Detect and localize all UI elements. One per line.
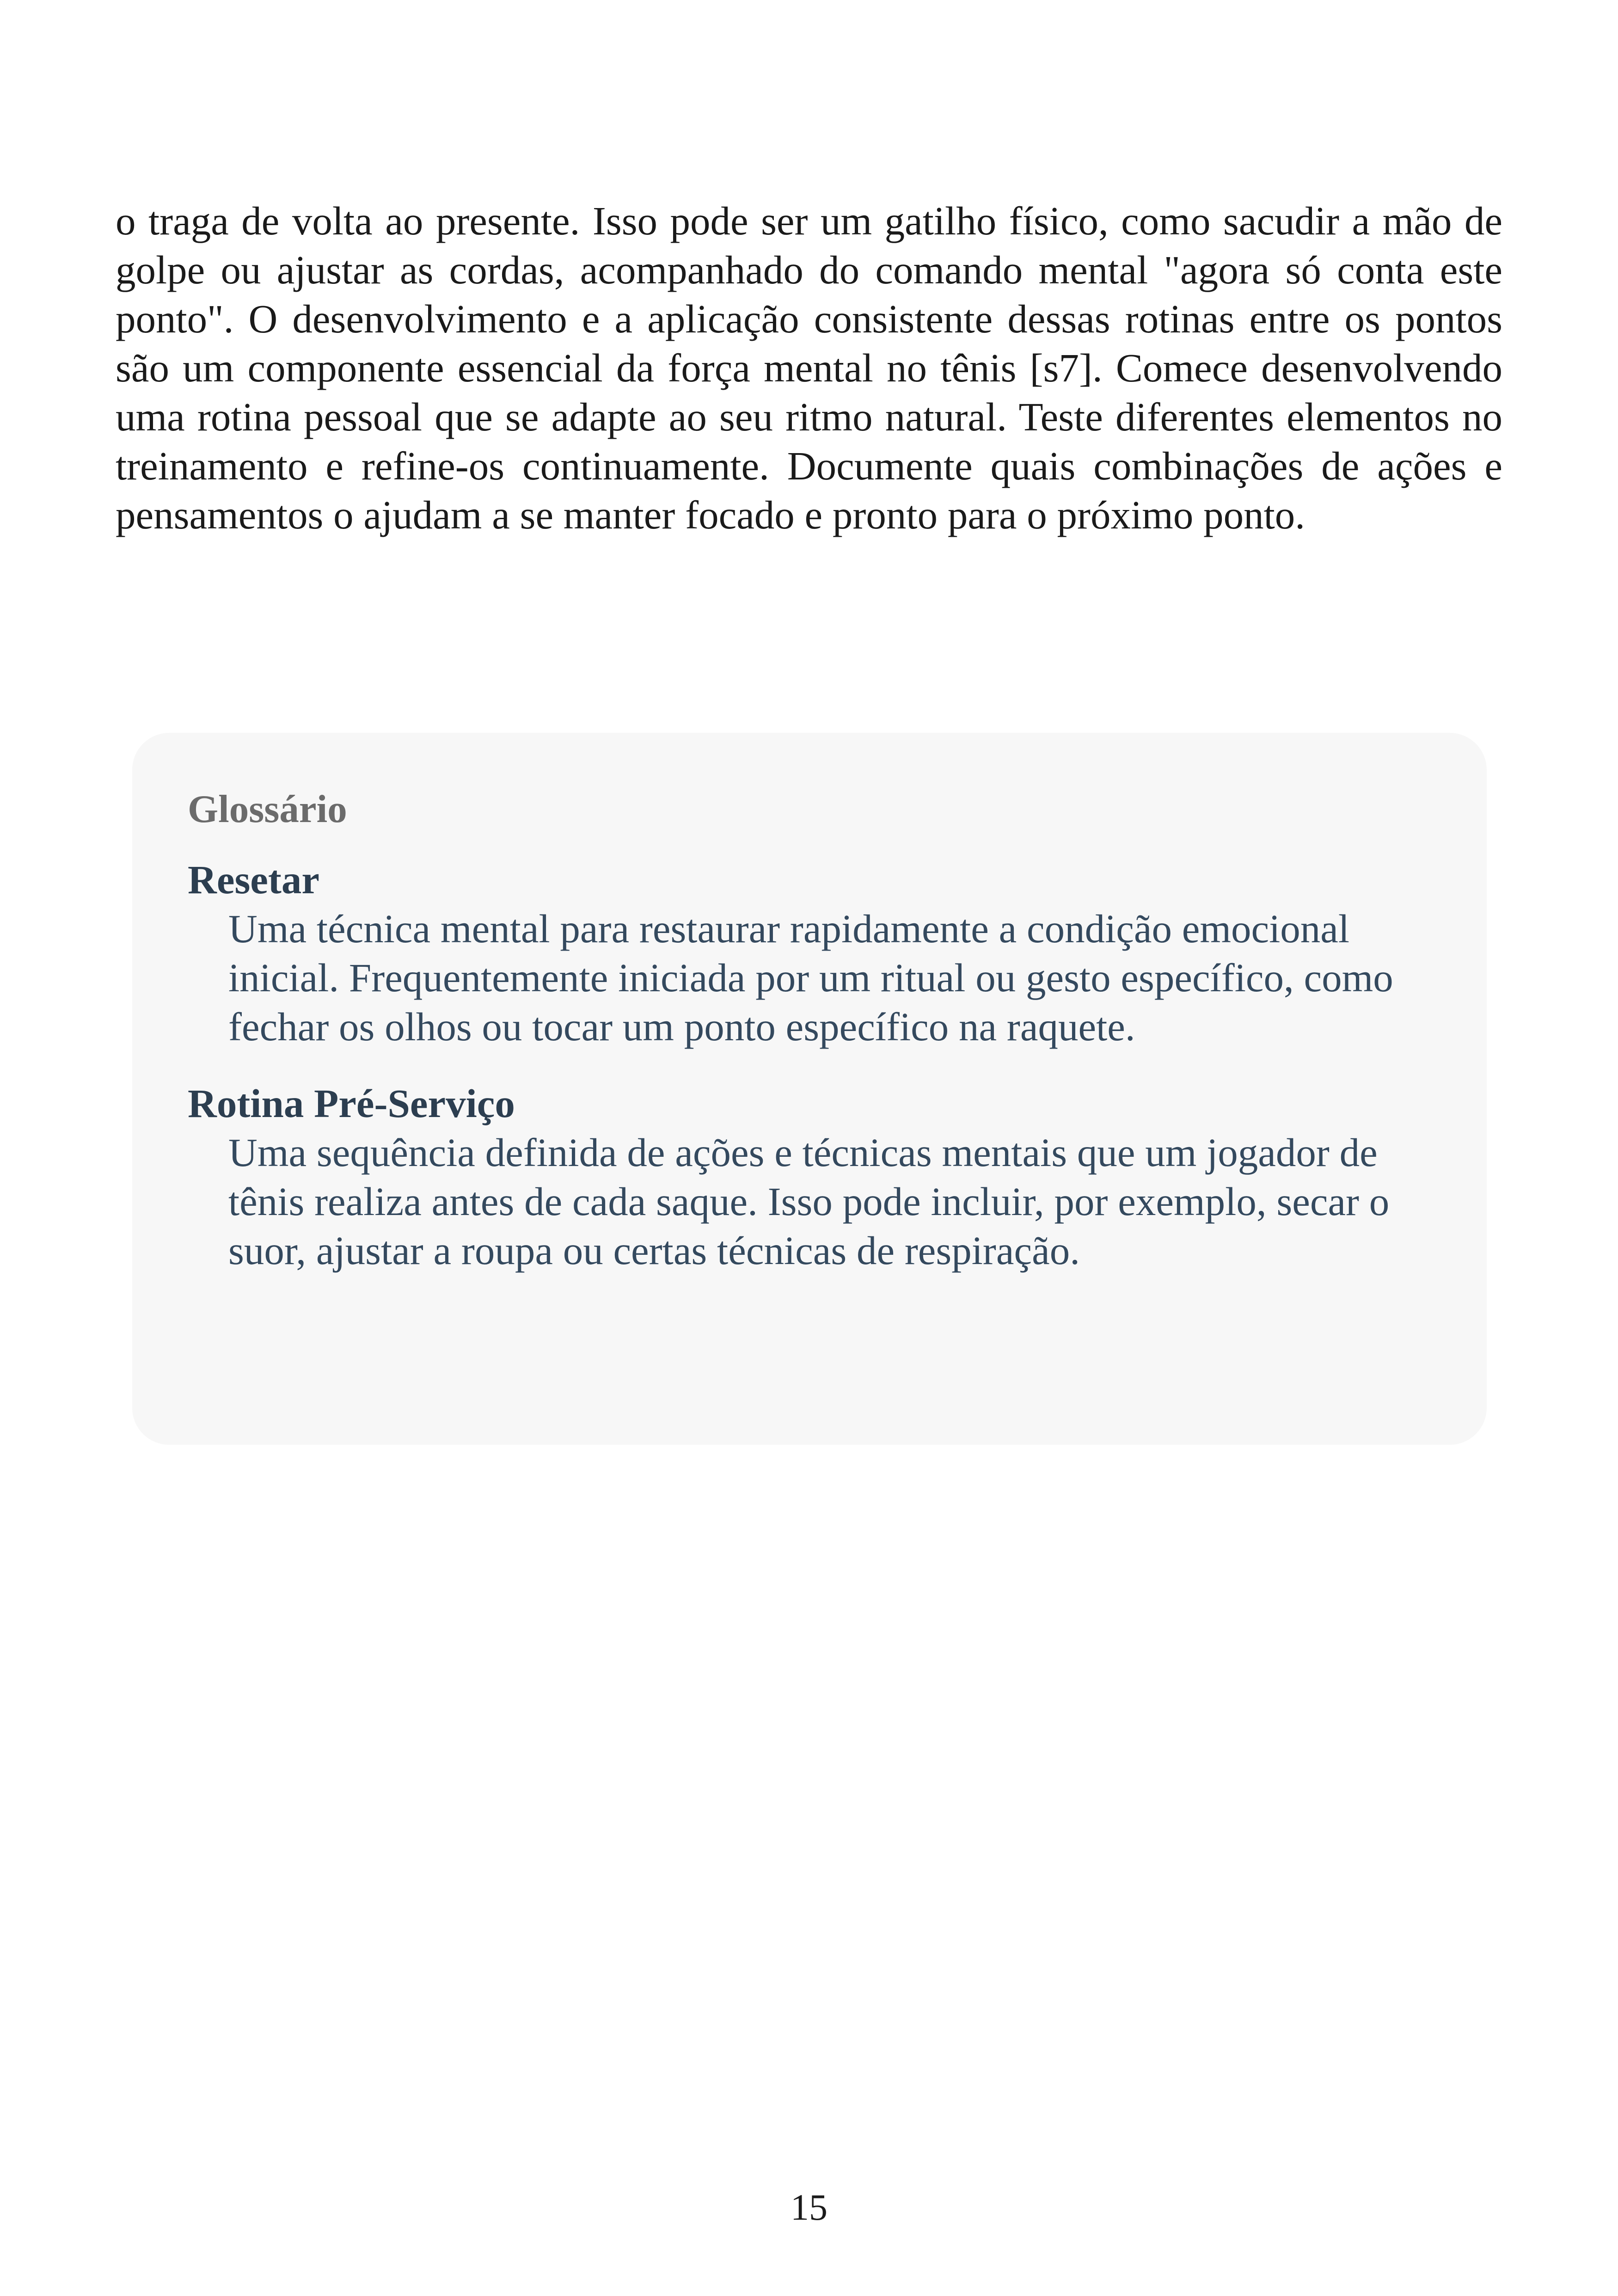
page-number: 15 xyxy=(791,2187,827,2228)
glossary-definition: Uma sequência definida de ações e técnicas mentais que um jogador de tênis realiza antes de cada saque. Isso pode incluir, por exemplo, secar o suor, ajustar a roupa ou certas técnicas de respiração. xyxy=(228,1130,1390,1273)
glossary-entry xyxy=(188,1079,1431,1275)
body-paragraph: o traga de volta ao presente. Isso pode ser um gatilho físico, como sacudir a mão de golpe ou ajustar as cordas, acompanhado do comando mental "agora só conta este ponto". O desenvolvimento e a aplicação consistente dessas rotinas entre os pontos são um componente essencial da força mental no tênis [s7]. Comece desenvolvendo uma rotina pessoal que se adapte ao seu ritmo natural. Teste diferentes elementos no treinamento e refine-os continuamente. Documente quais combinações de ações e pensamentos o ajudam a se manter focado e pronto para o próximo ponto. xyxy=(116,198,1502,537)
glossary-term: Resetar xyxy=(188,857,320,902)
glossary-term: Rotina Pré-Serviço xyxy=(188,1081,515,1126)
glossary-title: Glossário xyxy=(188,787,347,831)
glossary-definition: Uma técnica mental para restaurar rapidamente a condição emocional inicial. Frequentemente iniciada por um ritual ou gesto específico, como fechar os olhos ou tocar um ponto específico na raquete. xyxy=(228,906,1393,1049)
glossary-box xyxy=(132,733,1487,1445)
glossary-entry xyxy=(188,855,1431,1051)
